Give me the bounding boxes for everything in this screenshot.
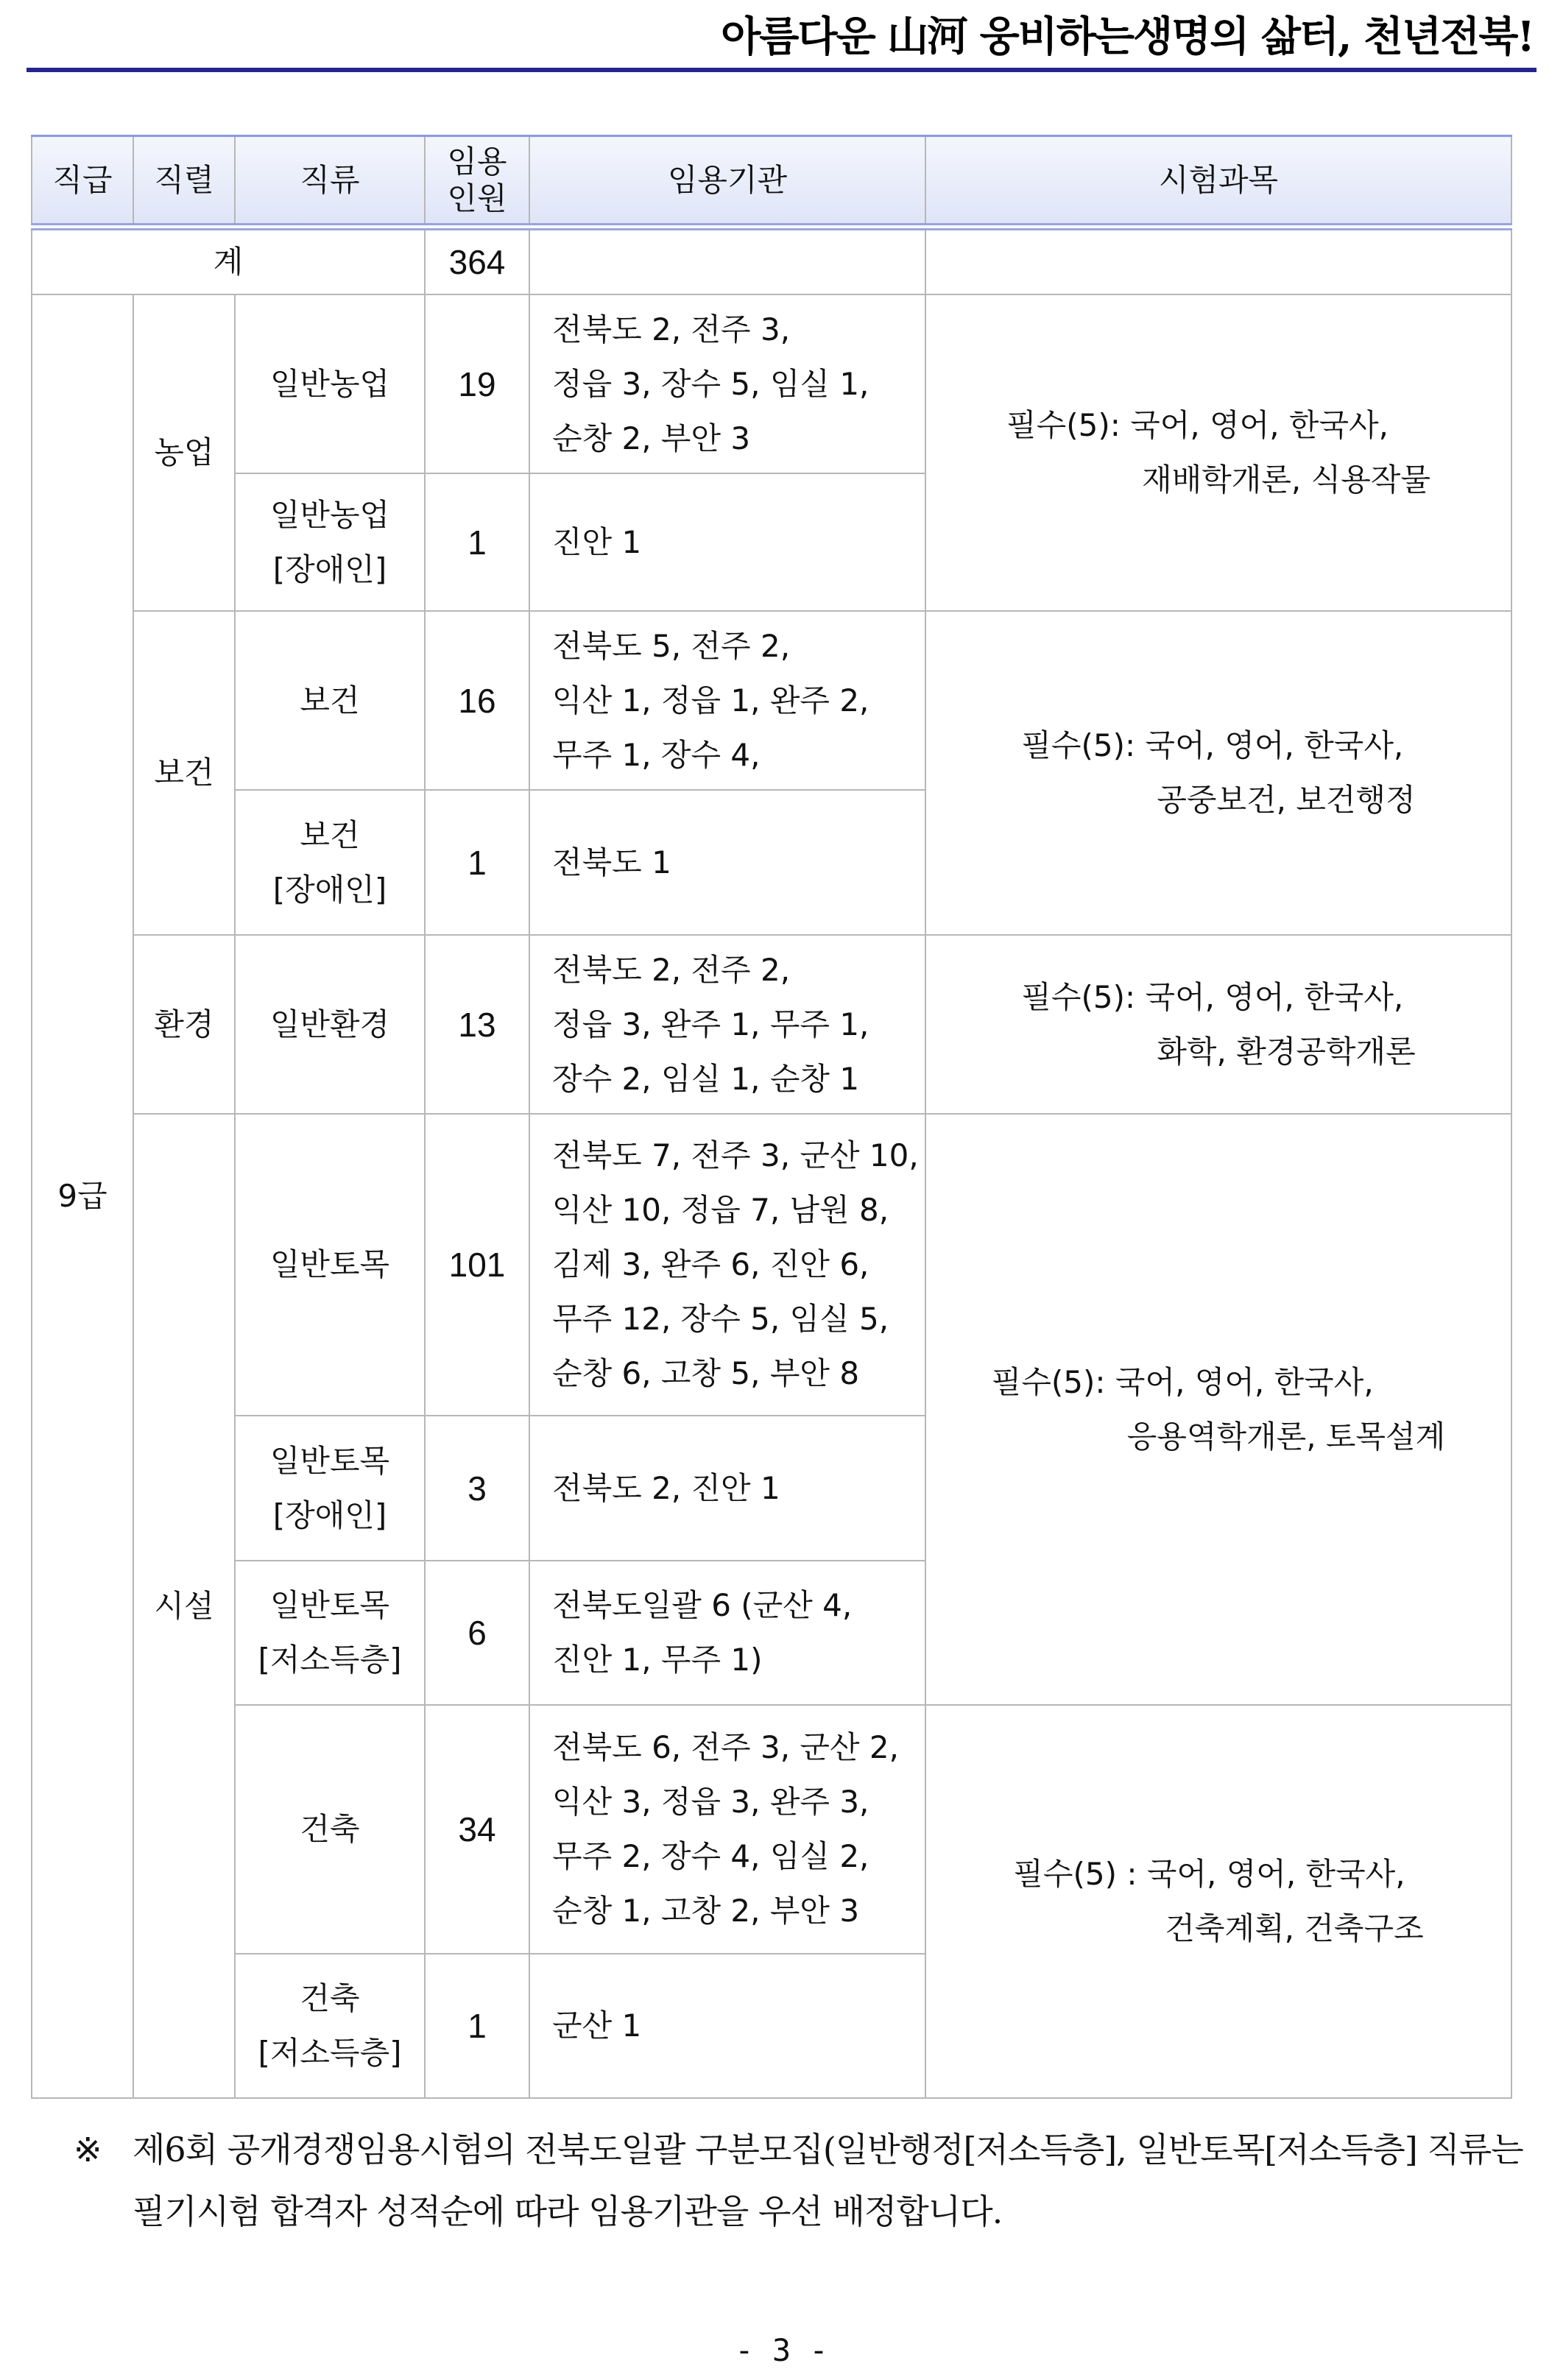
- agency-cell: [529, 294, 925, 473]
- class-line: 일반농업: [269, 496, 390, 533]
- agency-line: 전북도일괄 6 (군산 4,: [552, 1587, 853, 1623]
- count-cell: 19: [425, 294, 529, 473]
- subjects-line: 재배학개론, 식용작물: [1142, 462, 1430, 498]
- subjects-line: 공중보건, 보건행정: [1157, 782, 1416, 818]
- agency-line: 전북도 2, 진안 1: [552, 1469, 780, 1506]
- count-cell: 16: [425, 611, 529, 790]
- agency-line: 정읍 3, 장수 5, 임실 1,: [552, 365, 869, 402]
- class-line: 일반토목: [269, 1246, 390, 1282]
- class-cell: [235, 1561, 425, 1705]
- class-line: [장애인]: [272, 1497, 387, 1533]
- header-rule: [27, 68, 1536, 72]
- table-header-row: [32, 136, 1511, 227]
- subjects-cell: [925, 935, 1511, 1114]
- class-cell: [235, 473, 425, 611]
- footnote: [74, 2119, 1531, 2242]
- col-header-grade: 직급: [32, 136, 133, 227]
- subjects-line: 화학, 환경공학개론: [1157, 1033, 1416, 1070]
- agency-line: 군산 1: [552, 2008, 642, 2044]
- agency-cell: [529, 1705, 925, 1954]
- total-row: [32, 227, 1511, 294]
- series-cell: 시설: [133, 1114, 235, 2098]
- agency-cell: [529, 1954, 925, 2098]
- subjects-line: 필수(5): 국어, 영어, 한국사,: [1021, 727, 1404, 763]
- series-cell: 농업: [133, 294, 235, 611]
- col-header-subjects: 시험과목: [925, 136, 1511, 227]
- class-line: 보건: [300, 682, 360, 718]
- subjects-text: [1021, 970, 1415, 1079]
- agency-cell: [529, 1561, 925, 1705]
- agency-line: 순창 1, 고창 2, 부안 3: [552, 1893, 860, 1929]
- count-cell: 3: [425, 1416, 529, 1561]
- recruitment-table: [31, 135, 1512, 2099]
- class-cell: [235, 1705, 425, 1954]
- agency-cell: [529, 1416, 925, 1561]
- class-line: [장애인]: [272, 551, 387, 587]
- class-line: 일반토목: [269, 1587, 390, 1623]
- subjects-line: 필수(5) : 국어, 영어, 한국사,: [1013, 1856, 1405, 1892]
- agency-cell: [529, 790, 925, 935]
- agency-cell: [529, 1114, 925, 1416]
- class-line: [저소득층]: [258, 1642, 402, 1678]
- series-cell: 보건: [133, 611, 235, 935]
- subjects-cell: [925, 294, 1511, 611]
- agency-cell: [529, 473, 925, 611]
- class-cell: [235, 1114, 425, 1416]
- agency-line: 전북도 2, 전주 3,: [552, 311, 791, 347]
- total-subjects: [925, 227, 1511, 294]
- count-cell: 34: [425, 1705, 529, 1954]
- agency-line: 장수 2, 임실 1, 순창 1: [552, 1060, 860, 1097]
- count-cell: 13: [425, 935, 529, 1114]
- col-header-agency: 임용기관: [529, 136, 925, 227]
- table-row: [32, 1705, 1511, 1954]
- total-label: 계: [32, 227, 425, 294]
- agency-cell: [529, 611, 925, 790]
- subjects-text: [1006, 398, 1430, 507]
- table-row: [32, 1114, 1511, 1416]
- agency-line: 정읍 3, 완주 1, 무주 1,: [552, 1006, 869, 1042]
- count-cell: 6: [425, 1561, 529, 1705]
- count-cell: 1: [425, 790, 529, 935]
- agency-line: 무주 1, 장수 4,: [552, 736, 761, 773]
- subjects-line: 필수(5): 국어, 영어, 한국사,: [1021, 978, 1404, 1015]
- col-header-series: 직렬: [133, 136, 235, 227]
- table-row: [32, 935, 1511, 1114]
- page-number: - 3 -: [735, 2332, 828, 2368]
- class-cell: [235, 611, 425, 790]
- subjects-text: [1013, 1847, 1423, 1956]
- count-cell: 1: [425, 473, 529, 611]
- table-row: [32, 294, 1511, 473]
- class-line: [저소득층]: [258, 2035, 402, 2071]
- header-slogan: 아름다운 山河 웅비하는생명의 삶터, 천년전북!: [721, 13, 1534, 61]
- class-line: [장애인]: [272, 871, 387, 908]
- subjects-text: [1021, 718, 1415, 827]
- subjects-cell: [925, 1114, 1511, 1705]
- count-cell: 101: [425, 1114, 529, 1416]
- subjects-line: 필수(5): 국어, 영어, 한국사,: [1006, 407, 1389, 443]
- class-line: 일반환경: [269, 1006, 390, 1042]
- subjects-line: 건축계획, 건축구조: [1165, 1910, 1424, 1946]
- count-cell: 1: [425, 1954, 529, 2098]
- grade-cell: 9급: [32, 294, 133, 2098]
- agency-line: 무주 2, 장수 4, 임실 2,: [552, 1838, 869, 1874]
- agency-line: 익산 10, 정읍 7, 남원 8,: [552, 1192, 889, 1228]
- class-line: 보건: [300, 816, 360, 853]
- class-cell: [235, 1954, 425, 2098]
- subjects-cell: [925, 611, 1511, 935]
- agency-line: 전북도 5, 전주 2,: [552, 627, 791, 664]
- agency-cell: [529, 935, 925, 1114]
- agency-line: 진안 1, 무주 1): [552, 1642, 763, 1678]
- table-row: [32, 611, 1511, 790]
- series-cell: 환경: [133, 935, 235, 1114]
- agency-line: 익산 1, 정읍 1, 완주 2,: [552, 682, 869, 718]
- class-line: 건축: [300, 1811, 360, 1847]
- total-count: 364: [425, 227, 529, 294]
- agency-line: 김제 3, 완주 6, 진안 6,: [552, 1246, 869, 1282]
- subjects-cell: [925, 1705, 1511, 2098]
- col-header-class: 직류: [235, 136, 425, 227]
- subjects-text: [992, 1355, 1445, 1464]
- class-line: 일반농업: [269, 365, 390, 402]
- col-header-count: 임용 인원: [425, 136, 529, 227]
- subjects-line: 필수(5): 국어, 영어, 한국사,: [991, 1363, 1374, 1400]
- total-agency: [529, 227, 925, 294]
- agency-line: 전북도 1: [552, 844, 671, 880]
- agency-line: 익산 3, 정읍 3, 완주 3,: [552, 1784, 869, 1820]
- subjects-line: 응용역학개론, 토목설계: [1126, 1418, 1446, 1455]
- agency-line: 전북도 7, 전주 3, 군산 10,: [552, 1137, 919, 1173]
- class-line: 건축: [300, 1980, 360, 2016]
- agency-line: 진안 1: [552, 523, 642, 560]
- agency-line: 무주 12, 장수 5, 임실 5,: [552, 1301, 889, 1337]
- class-cell: [235, 294, 425, 473]
- agency-line: 전북도 2, 전주 2,: [552, 951, 791, 988]
- agency-line: 순창 2, 부안 3: [552, 420, 751, 456]
- reference-mark-icon: ※: [74, 2130, 102, 2169]
- agency-line: 순창 6, 고창 5, 부안 8: [552, 1355, 860, 1391]
- footnote-text: 제6회 공개경쟁임용시험의 전북도일괄 구분모집(일반행정[저소득층], 일반토목[저소득층] 직류는 필기시험 합격자 성적순에 따라 임용기관을 우선 배정합니다.: [133, 2130, 1523, 2231]
- class-cell: [235, 1416, 425, 1561]
- agency-line: 전북도 6, 전주 3, 군산 2,: [552, 1729, 899, 1765]
- class-cell: [235, 790, 425, 935]
- class-line: 일반토목: [269, 1442, 390, 1479]
- class-cell: [235, 935, 425, 1114]
